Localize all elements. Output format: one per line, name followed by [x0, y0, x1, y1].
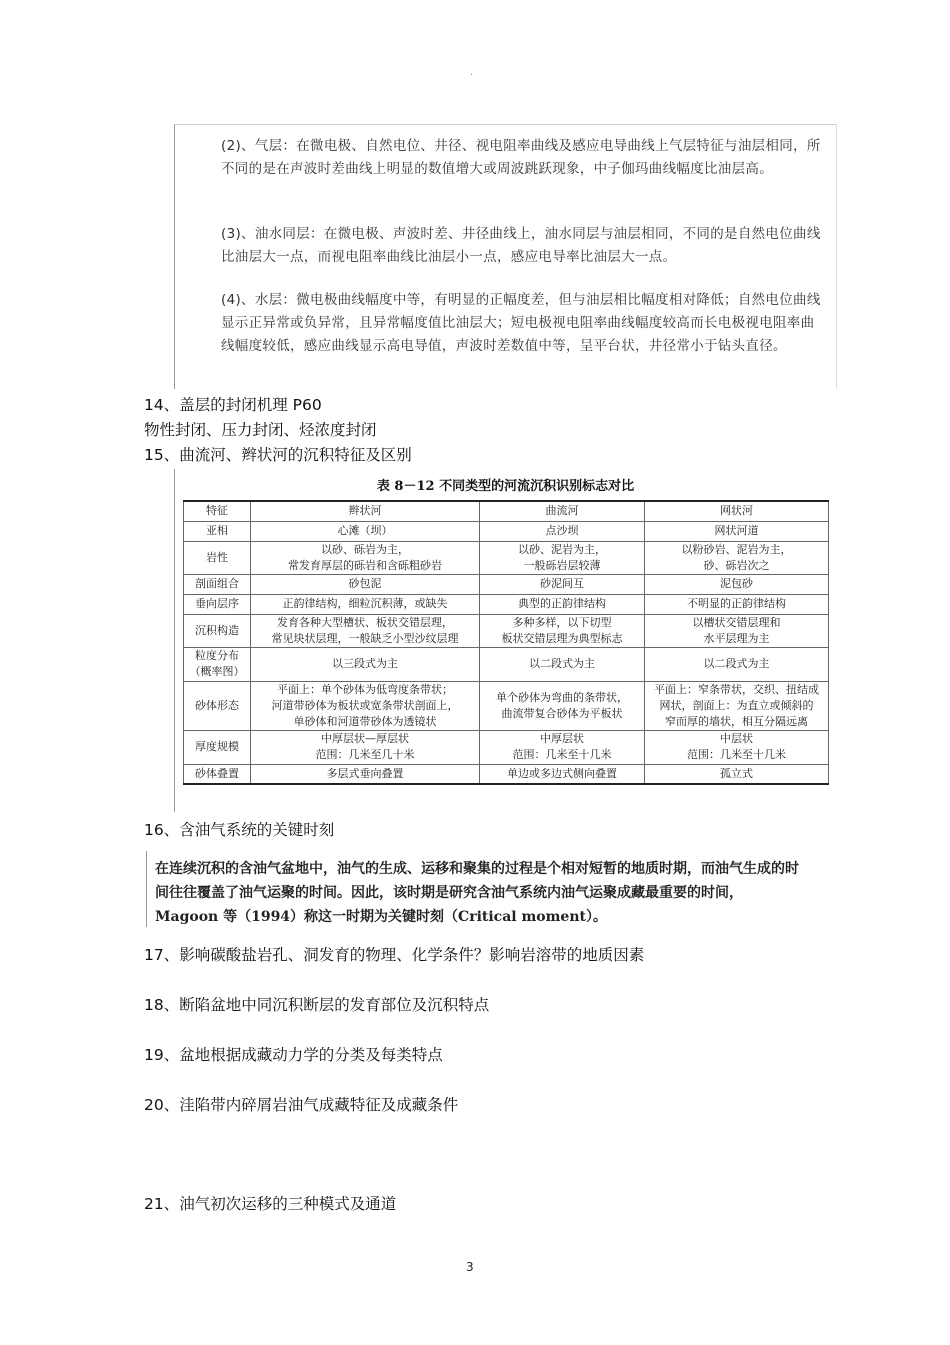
table-cell: 单边或多边式侧向叠置	[480, 764, 645, 784]
paragraph-oil-water-layer: (3)、油水同层：在微电极、声波时差、井径曲线上，油水同层与油层相同，不同的是自然电位曲线比油层大一点，而视电阻率曲线比油层小一点，感应电导率比油层大一点。	[221, 226, 821, 265]
table-cell: 以二段式为主	[645, 647, 829, 681]
heading-16: 16、含油气系统的关键时刻	[144, 821, 335, 839]
table-row-label: 厚度规模	[184, 730, 251, 764]
table-cell: 以砂、泥岩为主， 一般砾岩层较薄	[480, 541, 645, 574]
table-row	[184, 647, 829, 681]
table-header-cell: 网状河	[645, 501, 829, 521]
table-row	[184, 614, 829, 647]
table-cell: 以砂、砾岩为主， 常发育厚层的砾岩和含砾粗砂岩	[251, 541, 480, 574]
table-header-cell: 曲流河	[480, 501, 645, 521]
table-cell: 泥包砂	[645, 574, 829, 594]
heading-15: 15、曲流河、辫状河的沉积特征及区别	[144, 446, 412, 464]
page-top-mark: ·	[470, 70, 474, 81]
table-cell: 以粉砂岩、泥岩为主， 砂、砾岩次之	[645, 541, 829, 574]
table-cell: 心滩（坝）	[251, 521, 480, 541]
table-cell: 平面上：窄条带状，交织、扭结成 网状，剖面上：为直立或倾斜的 窄而厚的墙状，相互分隔远离	[645, 681, 829, 730]
table-cell: 点沙坝	[480, 521, 645, 541]
table-cell: 不明显的正韵律结构	[645, 594, 829, 614]
critical-moment-text: 在连续沉积的含油气盆地中，油气的生成、运移和聚集的过程是个相对短暂的地质时期，而油气生成的时间往往覆盖了油气运聚的时间。因此，该时期是研究含油气系统内油气运聚成藏最重要的时间，Magoon 等（1994）称这一时期为关键时刻（Critical moment）。	[155, 861, 799, 925]
paragraph-gas-layer: (2)、气层：在微电极、自然电位、井径、视电阻率曲线及感应电导曲线上气层特征与油层相同，所不同的是在声波时差曲线上明显的数值增大或周波跳跃现象，中子伽玛曲线幅度比油层高。	[221, 138, 821, 177]
table-row	[184, 521, 829, 541]
table-row	[184, 574, 829, 594]
table-cell: 典型的正韵律结构	[480, 594, 645, 614]
table-row-label: 砂体形态	[184, 681, 251, 730]
table-cell: 砂泥间互	[480, 574, 645, 594]
table-cell: 以三段式为主	[251, 647, 480, 681]
table-row-label: 砂体叠置	[184, 764, 251, 784]
page-number: 3	[466, 1260, 474, 1274]
paragraph-water-layer: (4)、水层：微电极曲线幅度中等，有明显的正幅度差，但与油层相比幅度相对降低；自然电位曲线显示正异常或负异常，且异常幅度值比油层大；短电极视电阻率曲线幅度较高而长电极视电阻率曲线幅度较低，感应曲线显示高电导值，声波时差数值中等，呈平台状，井径常小于钻头直径。	[221, 292, 821, 354]
table-cell: 中厚层状—厚层状 范围：几米至几十米	[251, 730, 480, 764]
table-cell: 多层式垂向叠置	[251, 764, 480, 784]
heading-19: 19、盆地根据成藏动力学的分类及每类特点	[144, 1046, 443, 1064]
table-row	[184, 681, 829, 730]
table-row	[184, 541, 829, 574]
table-row-label: 沉积构造	[184, 614, 251, 647]
heading-17: 17、影响碳酸盐岩孔、洞发育的物理、化学条件？影响岩溶带的地质因素	[144, 946, 645, 964]
table-row	[184, 594, 829, 614]
table-cell: 发育各种大型槽状、板状交错层理， 常见块状层理，一般缺乏小型沙纹层理	[251, 614, 480, 647]
table-cell: 孤立式	[645, 764, 829, 784]
table-row	[184, 764, 829, 784]
table-row-label: 亚相	[184, 521, 251, 541]
table-cell: 多种多样，以下切型 板状交错层理为典型标志	[480, 614, 645, 647]
answer-14: 物性封闭、压力封闭、烃浓度封闭	[144, 421, 377, 439]
heading-20: 20、洼陷带内碎屑岩油气成藏特征及成藏条件	[144, 1096, 459, 1114]
table-header-cell: 特征	[184, 501, 251, 521]
table-title: 表 8－12 不同类型的河流沉积识别标志对比	[376, 479, 635, 494]
table-row-label: 垂向层序	[184, 594, 251, 614]
heading-21: 21、油气初次运移的三种模式及通道	[144, 1195, 397, 1213]
scanned-critical-moment	[146, 851, 807, 927]
table-cell: 平面上：单个砂体为低弯度条带状； 河道带砂体为板状或宽条带状剖面上， 单砂体和河道带砂体为透镜状	[251, 681, 480, 730]
river-comparison-table	[183, 500, 829, 785]
table-cell: 中层状 范围：几米至十几米	[645, 730, 829, 764]
scanned-river-table	[174, 469, 836, 812]
table-row	[184, 730, 829, 764]
table-cell: 砂包泥	[251, 574, 480, 594]
table-header-cell: 辫状河	[251, 501, 480, 521]
table-row-label: 粒度分布 （概率图）	[184, 647, 251, 681]
table-cell: 以槽状交错层理和 水平层理为主	[645, 614, 829, 647]
table-row-label: 岩性	[184, 541, 251, 574]
table-row-label: 剖面组合	[184, 574, 251, 594]
table-cell: 单个砂体为弯曲的条带状， 曲流带复合砂体为平板状	[480, 681, 645, 730]
table-cell: 正韵律结构，细粒沉积薄，或缺失	[251, 594, 480, 614]
table-cell: 以二段式为主	[480, 647, 645, 681]
scanned-excerpt-log-responses	[174, 124, 837, 389]
table-cell: 网状河道	[645, 521, 829, 541]
table-header-row	[184, 501, 829, 521]
heading-18: 18、断陷盆地中同沉积断层的发育部位及沉积特点	[144, 996, 490, 1014]
table-cell: 中厚层状 范围：几米至十几米	[480, 730, 645, 764]
heading-14: 14、盖层的封闭机理 P60	[144, 396, 322, 414]
